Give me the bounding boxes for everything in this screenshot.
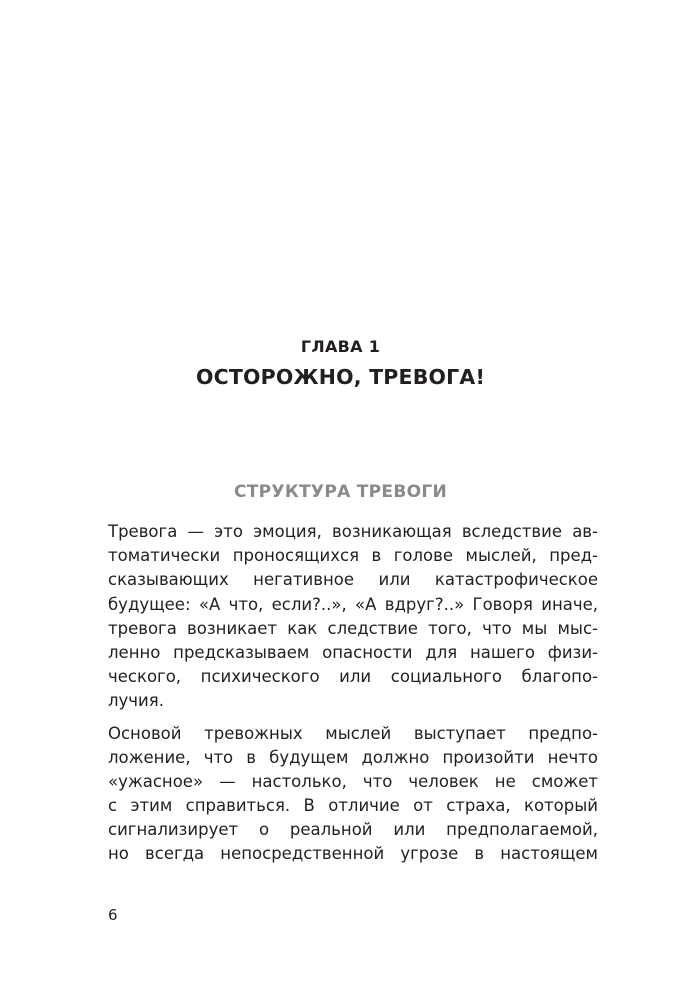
text-line: лучия. bbox=[108, 691, 164, 711]
text-line: ленно предсказываем опасности для нашего физи- bbox=[108, 642, 598, 662]
text-line: сказывающих негативное или катастрофическое bbox=[108, 570, 598, 590]
text-line: Тревога — это эмоция, возникающая вследствие ав- bbox=[108, 522, 598, 541]
section-title: СТРУКТУРА ТРЕВОГИ bbox=[233, 482, 447, 502]
text-line: сигнализирует о реальной или предполагаемой, bbox=[108, 820, 598, 840]
text-line: тревога возникает как следствие того, что мы мыс- bbox=[108, 618, 598, 638]
text-line: Основой тревожных мыслей выступает предпо- bbox=[108, 723, 598, 743]
text-line: но всегда непосредственной угрозе в настоящем bbox=[108, 844, 598, 864]
body-text bbox=[108, 520, 598, 867]
text-line: ложение, что в будущем должно произойти нечто bbox=[108, 747, 598, 767]
page-number: 6 bbox=[108, 906, 118, 924]
text-line: будущее: «А что, если?..», «А вдруг?..» Говоря иначе, bbox=[108, 594, 598, 614]
text-line: «ужасное» — настолько, что человек не сможет bbox=[108, 771, 598, 791]
paragraph-gap bbox=[108, 714, 598, 722]
text-line: ческого, психического или социального благопо- bbox=[108, 667, 598, 687]
paragraph-1 bbox=[108, 520, 598, 714]
paragraph-2 bbox=[108, 722, 598, 867]
chapter-label: ГЛАВА 1 bbox=[300, 337, 381, 356]
chapter-title: ОСТОРОЖНО, ТРЕВОГА! bbox=[195, 365, 486, 389]
text-line: с этим справиться. В отличие от страха, который bbox=[108, 796, 598, 816]
text-line: томатически проносящихся в голове мыслей, пред- bbox=[108, 546, 598, 566]
